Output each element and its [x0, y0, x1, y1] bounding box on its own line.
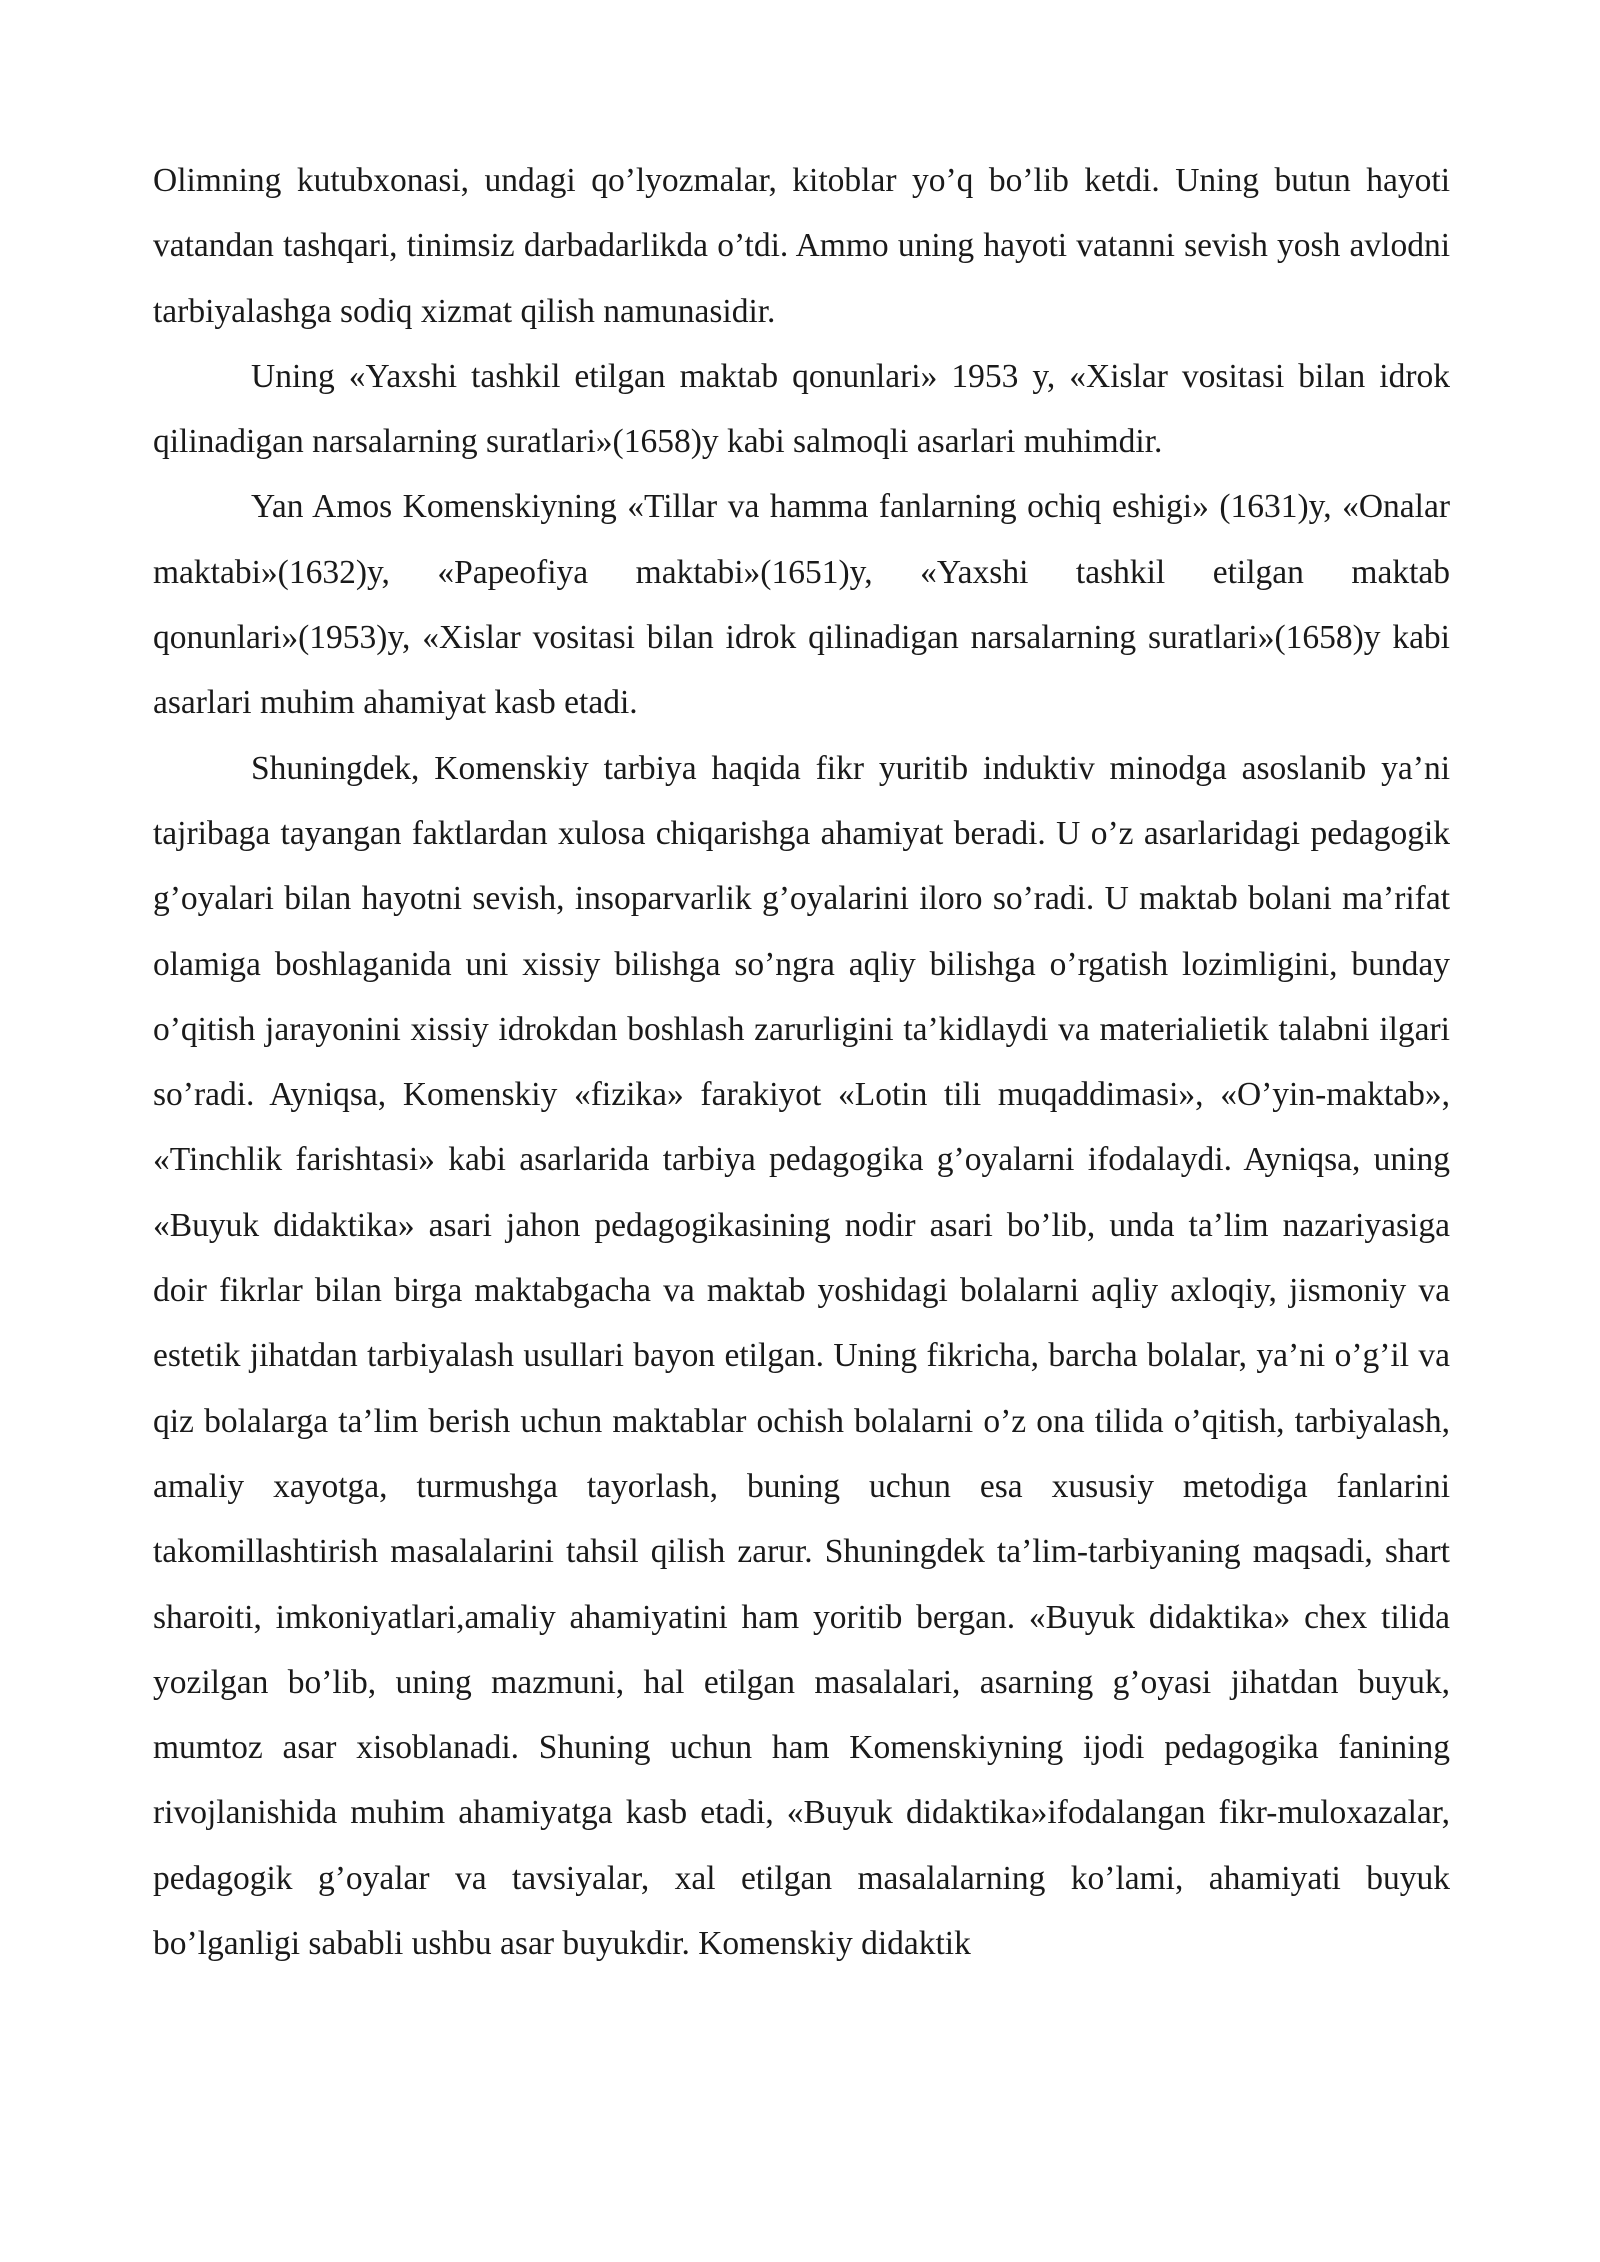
paragraph-4: Shuningdek, Komenskiy tarbiya haqida fikr yuritib induktiv minodga asoslanib ya’ni tajribaga tayangan faktlardan xulosa chiqarishga ahamiyat beradi. U o’z asarlaridagi pedagogik g’oyalari bilan hayotni sevish, insoparvarlik g’oyalarini iloro so’radi. U maktab bolani ma’rifat olamiga boshlaganida uni xissiy bilishga so’ngra aqliy bilishga o’rgatish lozimligini, bunday o’qitish jarayonini xissiy idrokdan boshlash zarurligini ta’kidlaydi va materialietik talabni ilgari so’radi. Ayniqsa, Komenskiy «fizika» farakiyot «Lotin tili muqaddimasi», «O’yin-maktab», «Tinchlik farishtasi» kabi asarlarida tarbiya pedagogika g’oyalarni ifodalaydi. Ayniqsa, uning «Buyuk didaktika» asari jahon pedagogikasining nodir asari bo’lib, unda ta’lim nazariyasiga doir fikrlar bilan birga maktabgacha va maktab yoshidagi bolalarni aqliy axloqiy, jismoniy va estetik jihatdan tarbiyalash usullari bayon etilgan. Uning fikricha, barcha bolalar, ya’ni o’g’il va qiz bolalarga ta’lim berish uchun maktablar ochish bolalarni o’z ona tilida o’qitish, tarbiyalash, amaliy xayotga, turmushga tayorlash, buning uchun esa xususiy metodiga fanlarini takomillashtirish masalalarini tahsil qilish zarur. Shuningdek ta’lim-tarbiyaning maqsadi, shart sharoiti, imkoniyatlari,amaliy ahamiyatini ham yoritib bergan. «Buyuk didaktika» chex tilida yozilgan bo’lib, uning mazmuni, hal etilgan masalalari, asarning g’oyasi jihatdan buyuk, mumtoz asar xisoblanadi. Shuning uchun ham Komenskiyning ijodi pedagogika fanining rivojlanishida muhim ahamiyatga kasb etadi, «Buyuk didaktika»ifodalangan fikr-muloxazalar, pedagogik g’oyalar va tavsiyalar, xal etilgan masalalarning ko’lami, ahamiyati buyuk bo’lganligi sababli ushbu asar buyukdir. Komenskiy didaktik: [153, 749, 1450, 1963]
paragraph-3: Yan Amos Komenskiyning «Tillar va hamma fanlarning ochiq eshigi» (1631)y, «Onalar maktabi»(1632)y, «Papeofiya maktabi»(1651)y, «Yaxshi tashkil etilgan maktab qonunlari»(1953)y, «Xislar vositasi bilan idrok qilinadigan narsalarning suratlari»(1658)y kabi asarlari muhim ahamiyat kasb etadi.: [153, 488, 1450, 722]
document-body: [153, 148, 1450, 1976]
paragraph-2: Uning «Yaxshi tashkil etilgan maktab qonunlari» 1953 y, «Xislar vositasi bilan idrok qilinadigan narsalarning suratlari»(1658)y kabi salmoqli asarlari muhimdir.: [153, 357, 1450, 461]
paragraph-1: Olimning kutubxonasi, undagi qo’lyozmalar, kitoblar yo’q bo’lib ketdi. Uning butun hayoti vatandan tashqari, tinimsiz darbadarlikda o’tdi. Ammo uning hayoti vatanni sevish yosh avlodni tarbiyalashga sodiq xizmat qilish namunasidir.: [153, 162, 1450, 330]
